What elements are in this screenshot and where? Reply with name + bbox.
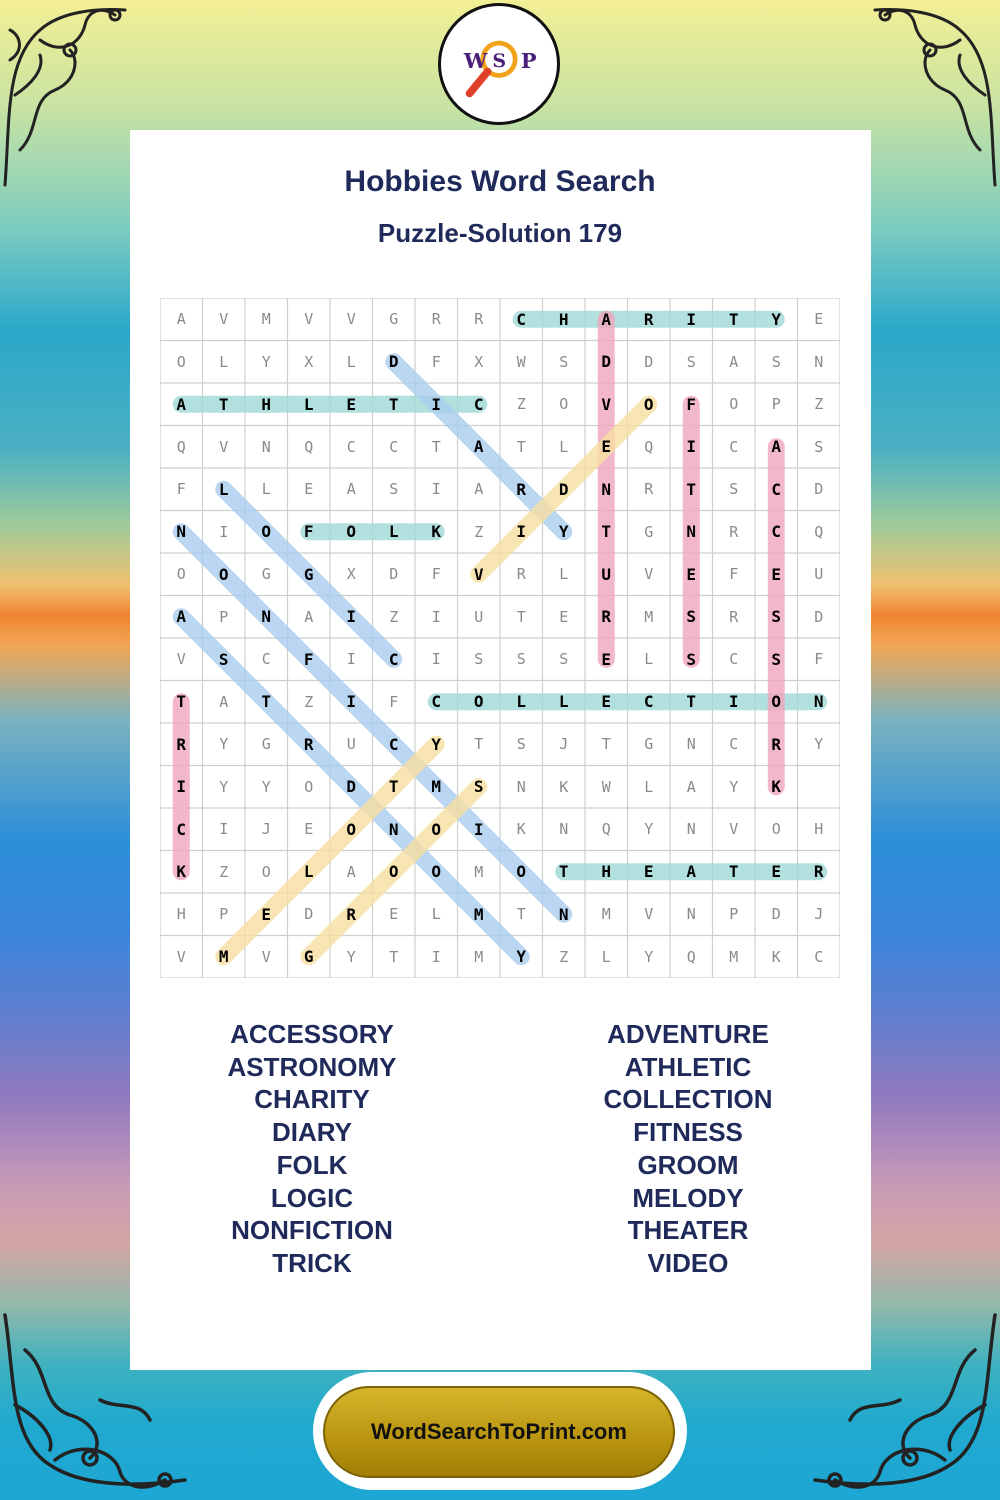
grid-cell: R (729, 522, 739, 541)
grid-cell: W (601, 777, 611, 796)
grid-cell: S (559, 352, 569, 371)
grid-cell: C (814, 947, 824, 966)
grid-cell: Z (389, 607, 399, 626)
grid-cell: Y (219, 735, 229, 754)
grid-cell: S (516, 735, 526, 754)
grid-cell: N (686, 820, 696, 839)
word-list-item: ACCESSORY (230, 1019, 394, 1049)
grid-cell: A (474, 480, 484, 499)
grid-cell: O (431, 862, 442, 882)
grid-cell: Z (474, 522, 484, 541)
word-list-item: FITNESS (633, 1117, 743, 1148)
grid-cell: L (261, 480, 271, 499)
grid-cell: G (644, 735, 654, 754)
grid-cell: V (176, 947, 186, 966)
grid-cell: D (388, 352, 399, 372)
grid-cell: R (601, 607, 612, 627)
grid-cell: Y (558, 522, 569, 542)
grid-cell: I (728, 692, 739, 712)
grid-cell: S (771, 352, 781, 371)
grid-cell: V (473, 564, 484, 584)
grid-cell: C (729, 437, 739, 456)
word-list-item: ASTRONOMY (227, 1051, 397, 1082)
word-list-item: GROOM (637, 1149, 739, 1180)
grid-cell: L (644, 777, 654, 796)
grid-cell: E (261, 904, 272, 924)
grid-cell: E (601, 437, 612, 457)
grid-cell: T (601, 735, 611, 754)
grid-cell: F (431, 565, 441, 584)
grid-cell: A (176, 607, 187, 627)
grid-cell: C (346, 437, 356, 456)
grid-cell: R (303, 734, 314, 754)
grid-cell: A (729, 352, 739, 371)
grid-cell: M (644, 607, 654, 626)
grid-cell: I (346, 607, 357, 627)
grid-cell: Y (219, 777, 229, 796)
grid-cell: E (814, 310, 824, 329)
word-list-item: TRICK (272, 1247, 352, 1278)
grid-cell: M (474, 862, 484, 881)
grid-cell: N (686, 905, 696, 924)
grid-cell: D (814, 607, 824, 626)
word-list-item: COLLECTION (603, 1084, 773, 1115)
grid-cell: V (304, 310, 314, 329)
grid-cell: C (389, 437, 399, 456)
grid-cell: T (728, 862, 739, 882)
grid-cell: A (686, 862, 697, 882)
grid-cell: S (559, 650, 569, 669)
grid-cell: X (474, 352, 484, 371)
grid-cell: A (346, 480, 356, 499)
grid-cell: T (686, 479, 697, 499)
grid-cell: R (771, 734, 782, 754)
grid-cell: Y (516, 947, 527, 967)
grid-cell: J (814, 905, 824, 924)
grid-cell: M (601, 905, 611, 924)
grid-cell: S (218, 649, 229, 669)
grid-cell: F (176, 480, 186, 499)
grid-cell: A (771, 437, 782, 457)
grid-cell: A (219, 692, 229, 711)
grid-cell: N (558, 904, 569, 924)
grid-cell: R (643, 309, 654, 329)
grid-cell: O (643, 394, 654, 414)
grid-cell: L (303, 394, 314, 414)
grid-cell: V (346, 310, 356, 329)
grid-cell: C (261, 650, 271, 669)
grid-cell: L (601, 947, 611, 966)
grid-cell: C (729, 650, 739, 669)
grid-cell: C (473, 394, 484, 414)
grid-cell: O (516, 862, 527, 882)
grid-cell: F (814, 650, 824, 669)
grid-cell: T (388, 394, 399, 414)
grid-cell: R (176, 734, 187, 754)
grid-cell: A (346, 862, 356, 881)
grid-cell: C (516, 309, 527, 329)
grid-cell: V (219, 310, 229, 329)
grid-cell: P (219, 607, 229, 626)
grid-cell: Y (261, 777, 271, 796)
grid-cell: Y (814, 735, 824, 754)
grid-cell: L (644, 650, 654, 669)
grid-cell: T (431, 437, 441, 456)
grid-cell: S (516, 650, 526, 669)
grid-cell: U (814, 565, 824, 584)
grid-cell: C (771, 479, 782, 499)
grid-cell: J (261, 820, 271, 839)
grid-cell: G (261, 735, 271, 754)
grid-cell: R (431, 310, 441, 329)
grid-cell: L (558, 692, 569, 712)
grid-cell: D (558, 479, 569, 499)
grid-cell: S (771, 649, 782, 669)
grid-cell: L (559, 437, 569, 456)
corner-flourish-top-left (0, 0, 130, 190)
grid-cell: P (219, 905, 229, 924)
grid-cell: O (346, 819, 357, 839)
grid-cell: O (176, 352, 186, 371)
grid-cell: H (601, 862, 612, 882)
grid-cell: N (601, 479, 612, 499)
page-subtitle: Puzzle-Solution 179 (377, 218, 623, 248)
grid-cell: M (474, 947, 484, 966)
grid-cell: T (601, 522, 612, 542)
grid-cell: Y (644, 820, 654, 839)
grid-cell: O (559, 395, 569, 414)
grid-cell: L (219, 352, 229, 371)
grid-cell: O (218, 564, 229, 584)
grid-cell: C (771, 522, 782, 542)
grid-cell: Q (686, 947, 696, 966)
grid-cell: F (303, 649, 314, 669)
word-search-grid (160, 298, 840, 978)
grid-cell: G (261, 565, 271, 584)
grid-cell: T (516, 905, 526, 924)
logo-letter-s: S (492, 49, 507, 72)
grid-cell: T (176, 692, 187, 712)
corner-flourish-top-right (870, 0, 1000, 190)
grid-cell: R (474, 310, 484, 329)
grid-cell: E (304, 820, 314, 839)
logo-letter-p: P (520, 47, 537, 73)
grid-cell: E (643, 862, 654, 882)
grid-cell: O (261, 522, 272, 542)
grid-cell: T (728, 309, 739, 329)
grid-cell: K (431, 522, 442, 542)
grid-cell: Y (771, 309, 782, 329)
grid-cell: D (644, 352, 654, 371)
grid-cell: E (686, 564, 697, 584)
grid-cell: N (814, 352, 824, 371)
grid-cell: E (601, 649, 612, 669)
word-list-item: NONFICTION (231, 1215, 393, 1246)
grid-cell: U (474, 607, 484, 626)
grid-cell: D (601, 352, 612, 372)
grid-cell: O (346, 522, 357, 542)
grid-cell: R (346, 904, 357, 924)
word-list-right (538, 1018, 838, 1280)
grid-cell: T (261, 692, 272, 712)
grid-cell: Q (304, 437, 314, 456)
grid-cell: Y (431, 734, 442, 754)
word-list-item: MELODY (632, 1182, 744, 1213)
grid-cell: I (473, 819, 484, 839)
logo-letter-w: W (463, 47, 488, 73)
grid-cell: A (176, 394, 187, 414)
grid-cell: I (431, 947, 441, 966)
grid-cell: H (814, 820, 824, 839)
grid-cell: K (771, 947, 781, 966)
grid-cell: R (516, 479, 527, 499)
word-list-item: VIDEO (647, 1247, 729, 1278)
grid-cell: V (644, 905, 654, 924)
grid-cell: G (303, 564, 314, 584)
grid-cell: T (218, 394, 229, 414)
grid-cell: E (771, 862, 782, 882)
grid-cell: S (729, 480, 739, 499)
grid-cell: L (303, 862, 314, 882)
grid-cell: Z (814, 395, 824, 414)
grid-cell: O (304, 777, 314, 796)
grid-cell: F (389, 692, 399, 711)
grid-cell: V (261, 947, 271, 966)
grid-cell: T (474, 735, 484, 754)
grid-cell: E (389, 905, 399, 924)
wsp-logo (438, 3, 560, 125)
grid-cell: P (771, 395, 781, 414)
grid-cell: T (686, 692, 697, 712)
word-list-item: ATHLETIC (624, 1051, 752, 1082)
grid-cell: Q (601, 820, 611, 839)
grid-cell: N (388, 819, 399, 839)
grid-cell: C (388, 649, 399, 669)
grid-cell: K (559, 777, 569, 796)
grid-cell: T (516, 437, 526, 456)
word-list-left (162, 1018, 462, 1280)
grid-cell: S (771, 607, 782, 627)
grid-cell: Z (219, 862, 229, 881)
website-link-button[interactable]: WordSearchToPrint.com (323, 1386, 675, 1478)
grid-cell: I (346, 650, 356, 669)
grid-cell: O (473, 692, 484, 712)
grid-cell: I (346, 692, 357, 712)
grid-cell: S (686, 352, 696, 371)
letter-grid (160, 298, 840, 978)
grid-cell: S (473, 777, 484, 797)
grid-cell: S (389, 480, 399, 499)
grid-cell: Z (304, 692, 314, 711)
grid-cell: F (686, 394, 697, 414)
grid-cell: R (516, 565, 526, 584)
grid-cell: Q (644, 437, 654, 456)
grid-cell: C (729, 735, 739, 754)
grid-cell: O (771, 820, 781, 839)
word-list-item: LOGIC (270, 1182, 354, 1213)
grid-cell: O (431, 819, 442, 839)
grid-cell: G (303, 947, 314, 967)
grid-cell: F (431, 352, 441, 371)
grid-cell: Y (261, 352, 271, 371)
grid-cell: D (304, 905, 314, 924)
grid-cell: N (686, 735, 696, 754)
grid-cell: Z (516, 395, 526, 414)
grid-cell: E (559, 607, 569, 626)
grid-cell: E (304, 480, 314, 499)
grid-cell: R (813, 862, 824, 882)
grid-cell: N (261, 437, 271, 456)
grid-cell: D (771, 905, 781, 924)
grid-cell: E (346, 394, 357, 414)
grid-cell: N (261, 607, 272, 627)
grid-cell: M (431, 777, 442, 797)
grid-cell: R (644, 480, 654, 499)
grid-cell: Y (644, 947, 654, 966)
grid-cell: M (261, 310, 271, 329)
page-title: Hobbies Word Search (344, 165, 656, 198)
grid-cell: I (516, 522, 527, 542)
grid-cell: H (558, 309, 569, 329)
word-list-item: FOLK (276, 1149, 348, 1180)
grid-cell: R (729, 607, 739, 626)
grid-cell: C (643, 692, 654, 712)
grid-cell: O (176, 565, 186, 584)
grid-cell: G (644, 522, 654, 541)
grid-cell: T (389, 947, 399, 966)
grid-cell: M (729, 947, 739, 966)
grid-cell: C (388, 734, 399, 754)
grid-cell: I (176, 777, 187, 797)
grid-cell: N (813, 692, 824, 712)
grid-cell: U (346, 735, 356, 754)
grid-cell: K (176, 862, 187, 882)
grid-cell: I (431, 480, 441, 499)
grid-cell: M (473, 904, 484, 924)
grid-cell: V (644, 565, 654, 584)
grid-cell: X (304, 352, 314, 371)
grid-cell: I (219, 522, 229, 541)
grid-cell: H (176, 905, 186, 924)
grid-cell: Q (814, 522, 824, 541)
grid-cell: A (473, 437, 484, 457)
grid-cell: N (559, 820, 569, 839)
grid-cell: I (219, 820, 229, 839)
grid-cell: T (516, 607, 526, 626)
grid-cell: F (303, 522, 314, 542)
grid-cell: D (346, 777, 357, 797)
grid-cell: Y (346, 947, 356, 966)
grid-cell: A (601, 309, 612, 329)
grid-cell: U (601, 564, 612, 584)
grid-cell: V (729, 820, 739, 839)
grid-cell: O (261, 862, 271, 881)
grid-cell: L (218, 479, 229, 499)
grid-cell: S (686, 607, 697, 627)
word-list-item: THEATER (627, 1215, 749, 1246)
grid-cell: S (474, 650, 484, 669)
grid-cell: N (176, 522, 187, 542)
grid-cell: I (686, 437, 697, 457)
grid-cell: Y (729, 777, 739, 796)
grid-cell: D (389, 565, 399, 584)
grid-cell: O (729, 395, 739, 414)
grid-cell: I (431, 650, 441, 669)
grid-cell: V (601, 394, 612, 414)
grid-cell: P (729, 905, 739, 924)
grid-cell: X (346, 565, 356, 584)
grid-cell: L (516, 692, 527, 712)
grid-cell: N (686, 522, 697, 542)
grid-cell: L (559, 565, 569, 584)
grid-cell: L (346, 352, 356, 371)
grid-cell: G (389, 310, 399, 329)
grid-cell: S (686, 649, 697, 669)
grid-cell: I (686, 309, 697, 329)
grid-cell: O (771, 692, 782, 712)
grid-cell: E (601, 692, 612, 712)
grid-cell: O (388, 862, 399, 882)
grid-cell: L (431, 905, 441, 924)
grid-cell: N (516, 777, 526, 796)
grid-cell: C (176, 819, 187, 839)
grid-cell: J (559, 735, 569, 754)
grid-cell: V (219, 437, 229, 456)
grid-cell: A (686, 777, 696, 796)
grid-cell (798, 766, 841, 809)
grid-cell: I (431, 394, 442, 414)
grid-cell: A (176, 310, 186, 329)
grid-cell: F (729, 565, 739, 584)
grid-cell: D (814, 480, 824, 499)
grid-cell: K (516, 820, 526, 839)
grid-cell: E (771, 564, 782, 584)
grid-cell: C (431, 692, 442, 712)
grid-cell: H (261, 394, 272, 414)
grid-cell: L (388, 522, 399, 542)
grid-cell: K (771, 777, 782, 797)
grid-cell: Q (176, 437, 186, 456)
grid-cell: Z (559, 947, 569, 966)
word-list-item: ADVENTURE (607, 1019, 769, 1049)
grid-cell: I (431, 607, 441, 626)
word-list-item: DIARY (272, 1117, 352, 1148)
grid-cell: W (516, 352, 526, 371)
grid-cell: S (814, 437, 824, 456)
word-list-item: CHARITY (254, 1084, 370, 1115)
grid-cell: T (388, 777, 399, 797)
grid-cell: M (218, 947, 229, 967)
grid-cell: V (176, 650, 186, 669)
grid-cell: A (304, 607, 314, 626)
grid-cell: T (558, 862, 569, 882)
